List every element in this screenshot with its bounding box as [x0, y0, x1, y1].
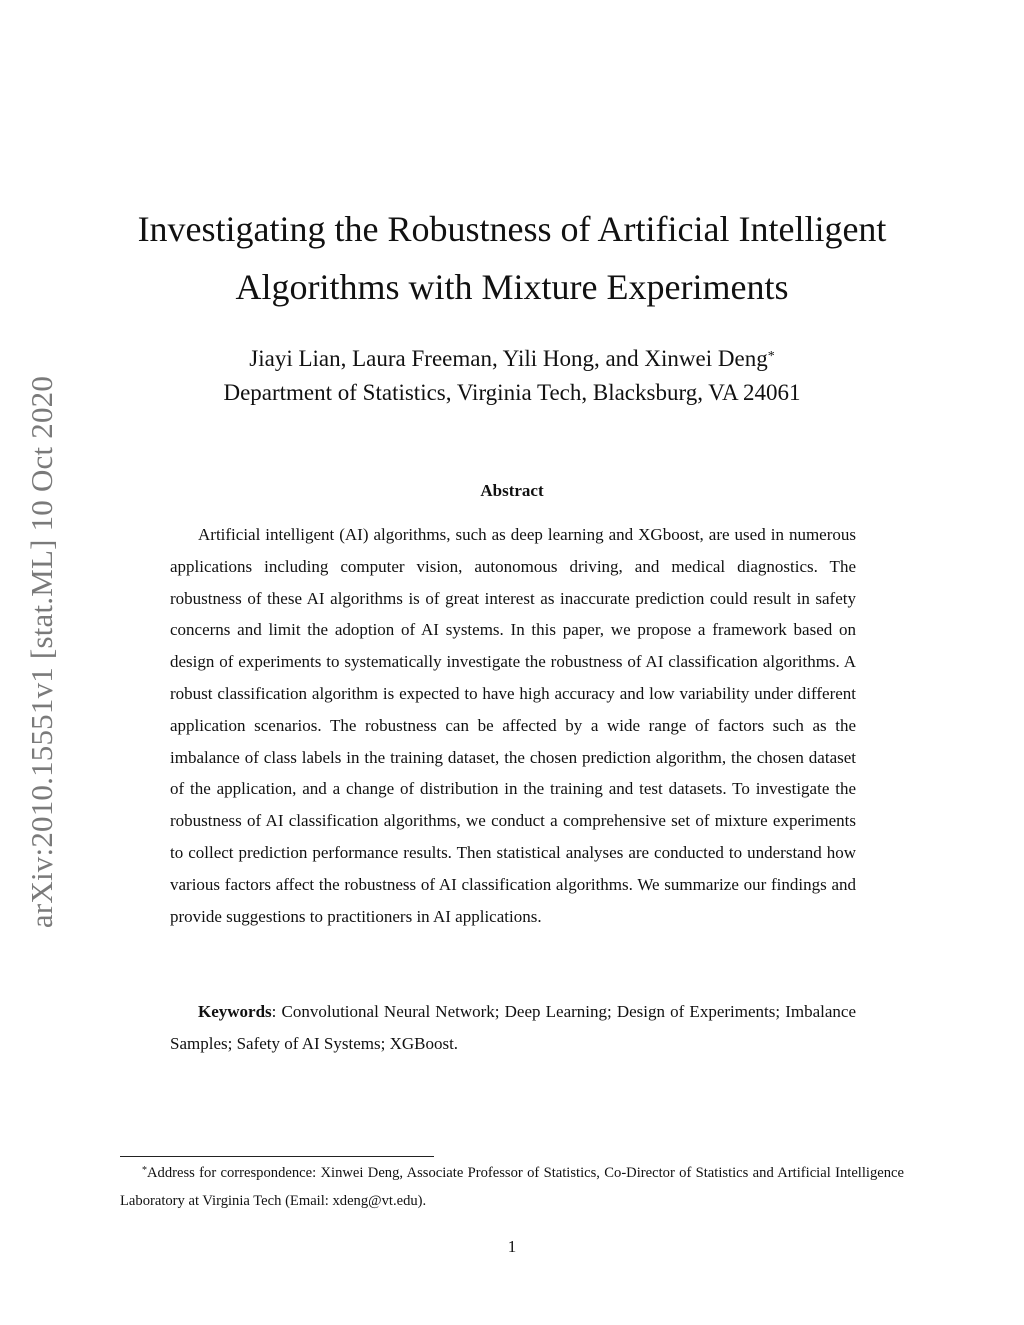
abstract-text: Artificial intelligent (AI) algorithms, such as deep learning and XGboost, are used in numerous applications including computer vision, autonomous driving, and medical diagnostics. The robustness of these AI algorithms is of great interest as inaccurate prediction could result in safety concerns and limit the adoption of AI systems. In this paper, we propose a framework based on design of experiments to systematically investigate the robustness of AI classification algorithms. A robust classification algorithm is expected to have high accuracy and low variability under different application scenarios. The robustness can be affected by a wide range of factors such as the imbalance of class labels in the training dataset, the chosen prediction algorithm, the chosen dataset of the application, and a change of distribution in the training and test datasets. To investigate the robustness of AI classification algorithms, we conduct a comprehensive set of mixture experiments to collect prediction performance results. Then statistical analyses are conducted to understand how various factors affect the robustness of AI classification algorithms. We summarize our findings and provide suggestions to practitioners in AI applications.: [170, 525, 856, 926]
page-number: 1: [507, 1237, 517, 1256]
author-names-text: Jiayi Lian, Laura Freeman, Yili Hong, and Xinwei Deng: [249, 346, 768, 371]
footnote-mark: *: [142, 1165, 147, 1176]
footnote-text: Address for correspondence: Xinwei Deng, Associate Professor of Statistics, Co-Director of Statistics and Artificial Intelligence Laboratory at Virginia Tech (Email: xdeng@vt.edu).: [120, 1165, 904, 1209]
keywords-label: Keywords: [198, 1002, 272, 1021]
keywords-paragraph: [170, 996, 856, 1060]
keywords-text: : Convolutional Neural Network; Deep Learning; Design of Experiments; Imbalance Samples; Safety of AI Systems; XGBoost.: [170, 1002, 856, 1053]
arxiv-identifier-stamp: arXiv:2010.15551v1 [stat.ML] 10 Oct 2020: [24, 375, 59, 929]
footnote-divider: [120, 1156, 434, 1157]
paper-title: [120, 200, 904, 316]
author-names: [120, 342, 904, 376]
author-block: [120, 342, 904, 410]
author-footnote-mark[interactable]: *: [767, 349, 775, 364]
paper-title-line-2: Algorithms with Mixture Experiments: [235, 267, 789, 307]
abstract-heading: Abstract: [480, 481, 544, 500]
author-affiliation: Department of Statistics, Virginia Tech, Blacksburg, VA 24061: [223, 380, 801, 405]
footnote: [120, 1159, 904, 1215]
paper-title-line-1: Investigating the Robustness of Artificial Intelligent: [137, 209, 887, 249]
